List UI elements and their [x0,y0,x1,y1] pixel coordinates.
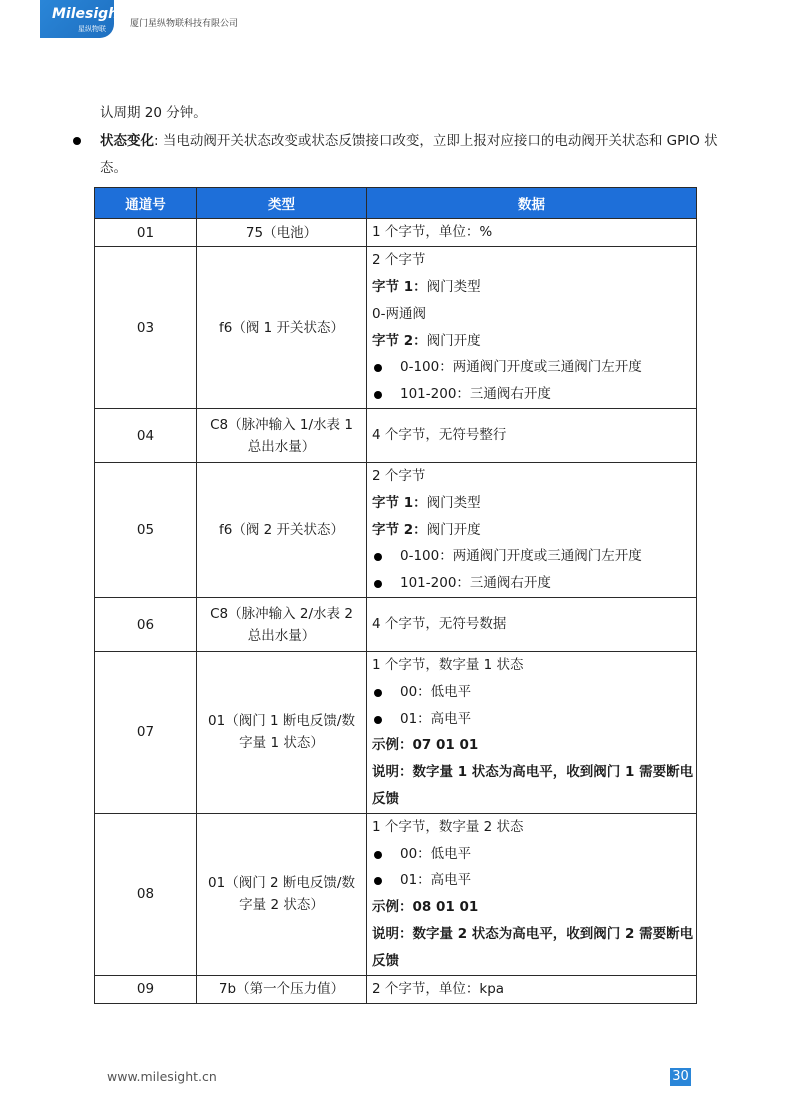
cell-type [197,652,367,814]
cell-type [197,598,367,652]
data-labeled-line [372,517,691,544]
cell-type-text: 01（阀门 2 断电反馈/数字量 2 状态） [208,875,355,914]
data-bullet-item: 00：低电平 [372,679,691,706]
table-row [95,247,697,409]
cell-data [367,813,697,975]
cell-channel: 06 [95,598,197,652]
cell-channel: 01 [95,219,197,247]
data-bullet-item: 01：高电平 [372,867,691,894]
cell-type [197,409,367,463]
data-bullet-item: 0-100：两通阀门开度或三通阀门左开度 [372,543,691,570]
cell-type-text: f6（阀 1 开关状态） [218,319,344,336]
data-line: 4 个字节，无符号整行 [372,427,507,444]
cell-type [197,219,367,247]
table-header-row [95,188,697,219]
table-row [95,409,697,463]
cell-type [197,813,367,975]
data-labeled-line [372,490,691,517]
table-row [95,975,697,1003]
data-bold-line: 说明：数字量 2 状态为高电平，收到阀门 2 需要断电 [372,925,694,942]
data-labeled-line [372,274,691,301]
data-line: 2 个字节，单位：kpa [372,980,505,997]
milesight-logo [40,0,125,38]
data-line-value: 阀门开度 [426,521,481,538]
data-line-label: 字节 2： [372,332,427,349]
cell-type [197,975,367,1003]
data-line-label: 字节 2： [372,521,427,538]
data-bold-line: 反馈 [372,790,399,807]
header-type: 类型 [197,188,367,219]
bullet-text: : 当电动阀开关状态改变或状态反馈接口改变，立即上报对应接口的电动阀开关状态和 GPIO 状态。 [100,133,718,176]
cell-type-text: 01（阀门 1 断电反馈/数字量 1 状态） [208,713,355,752]
table-row [95,598,697,652]
channel-table [94,187,697,1004]
table-row [95,463,697,598]
data-bullet-item: 101-200：三通阀右开度 [372,570,691,597]
data-line: 1 个字节，数字量 1 状态 [372,657,524,673]
cell-data [367,409,697,463]
cell-type-text: C8（脉冲输入 2/水表 2 总出水量） [210,605,353,644]
cell-channel: 04 [95,409,197,463]
data-line-value: 阀门类型 [426,494,481,511]
cell-channel: 03 [95,247,197,409]
data-line: 0-两通阀 [372,305,426,322]
data-line-value: 阀门开度 [426,332,481,349]
table-row [95,652,697,814]
cell-type-text: 75（电池） [245,224,318,241]
bullet-dot-icon [73,137,81,145]
cell-type [197,463,367,598]
status-change-paragraph [100,128,730,182]
cell-type-text: C8（脉冲输入 1/水表 1 总出水量） [210,416,353,455]
data-line-label: 字节 1： [372,494,427,511]
header-data: 数据 [367,188,697,219]
data-bold-line: 说明：数字量 1 状态为高电平，收到阀门 1 需要断电 [372,764,694,781]
cell-data [367,652,697,814]
cell-data [367,598,697,652]
data-line: 2 个字节 [372,468,426,484]
data-bold-line: 示例：07 01 01 [372,737,479,754]
data-bullet-item: 0-100：两通阀门开度或三通阀门左开度 [372,354,691,381]
table-row [95,813,697,975]
page-number: 30 [670,1068,691,1086]
data-line: 1 个字节，数字量 2 状态 [372,818,524,835]
data-line-label: 字节 1： [372,278,427,295]
intro-text: 认周期 20 分钟。 [100,105,207,121]
data-bullet-item: 00：低电平 [372,841,691,868]
data-line: 1 个字节，单位：% [372,224,493,241]
data-line: 4 个字节，无符号数据 [372,616,507,633]
footer-url: www.milesight.cn [107,1069,217,1084]
cell-data [367,463,697,598]
data-bullet-item: 01：高电平 [372,706,691,733]
cell-channel: 07 [95,652,197,814]
cell-type-text: f6（阀 2 开关状态） [218,522,344,538]
cell-type [197,247,367,409]
cell-data [367,247,697,409]
cell-data [367,975,697,1003]
table-row [95,219,697,247]
cell-channel: 09 [95,975,197,1003]
data-bold-line: 反馈 [372,952,399,969]
data-bullet-item: 101-200：三通阀右开度 [372,381,691,408]
cell-channel: 05 [95,463,197,598]
cell-type-text: 7b（第一个压力值） [218,981,345,998]
cell-channel: 08 [95,813,197,975]
page-header [0,0,790,50]
logo-text: Milesight [52,6,125,22]
data-line: 2 个字节 [372,252,426,269]
bullet-term: 状态变化 [100,133,154,149]
company-name: 厦门星纵物联科技有限公司 [130,19,239,29]
data-labeled-line [372,328,691,355]
data-line-value: 阀门类型 [426,278,481,295]
header-channel: 通道号 [95,188,197,219]
cell-data [367,219,697,247]
logo-subtext: 星纵物联 [78,25,106,33]
data-bold-line: 示例：08 01 01 [372,899,479,916]
